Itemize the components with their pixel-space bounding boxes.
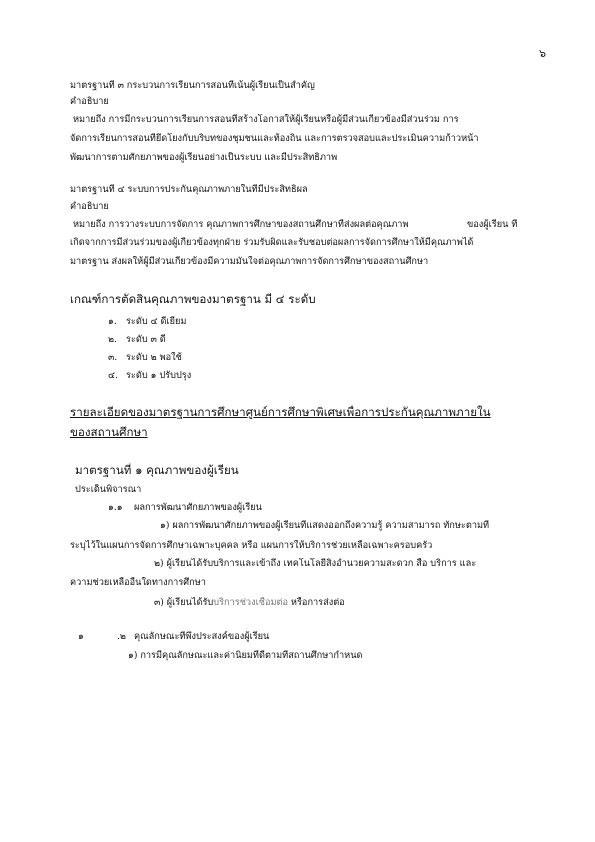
criteria-level-text: ระดับ ๒ พอใช้ (126, 352, 182, 363)
page-number: ๖ (539, 47, 546, 60)
sub-item-line: ระบุไว้ในแผนการจัดการศึกษาเฉพาะบุคคล หรือ แผนการให้บริการช่วยเหลือเฉพาะครอบครัว (70, 540, 433, 551)
standard4-desc-label: คำอธิบาย (70, 201, 109, 212)
criteria-level-text: ระดับ ๑ ปรับปรุง (126, 370, 192, 381)
standard3-title: มาตรฐานที่ ๓ กระบวนการเรียนการสอนที่เน้นผู้เรียนเป็นสำคัญ (70, 80, 315, 91)
criteria-level-text: ระดับ ๔ ดีเยี่ยม (126, 316, 187, 327)
criteria-level-text: ระดับ ๓ ดี (126, 334, 166, 345)
details-heading-line2: ของสถานศึกษา (70, 425, 148, 439)
sub-item-text: ๓) ผู้เรียนได้รับ (154, 597, 214, 608)
criteria-level-num: ๒. (108, 334, 117, 345)
standard3-desc-line: จัดการเรียนการสอนที่ยึดโยงกับบริบทของชุมชนและท้องถิ่น และการตรวจสอบและประเมินความก้าวหน้า (70, 133, 479, 144)
standard4-desc-line: มาตรฐาน ส่งผลให้ผู้มีส่วนเกี่ยวข้องมีความมั่นใจต่อคุณภาพการจัดการศึกษาของสถานศึกษา (70, 256, 429, 267)
sub-item-line: ๑) ผลการพัฒนาศักยภาพของผู้เรียนที่แสดงออกถึงความรู้ ความสามารถ ทักษะตามที่ (160, 520, 490, 531)
sub-item-line (154, 597, 345, 609)
standard3-desc-line: พัฒนาการตามศักยภาพของผู้เรียนอย่างเป็นระบบ และมีประสิทธิภาพ (70, 152, 338, 163)
item-number: ๑.๑ (108, 502, 123, 513)
criteria-title: เกณฑ์การตัดสินคุณภาพของมาตรฐาน มี ๔ ระดับ (70, 292, 316, 306)
standard1-title: มาตรฐานที่ ๑ คุณภาพของผู้เรียน (75, 463, 239, 477)
criteria-level-num: ๑. (108, 316, 117, 327)
issues-label: ประเด็นพิจารณา (75, 484, 142, 495)
standard3-desc-line: หมายถึง การมีกระบวนการเรียนการสอนที่สร้างโอกาสให้ผู้เรียนหรือผู้มีส่วนเกี่ยวข้องมีส่วนร่วม การ (73, 114, 459, 125)
item-number: .๒ (117, 631, 126, 642)
sub-item-highlight: บริการช่วงเชื่อมต่อ (213, 597, 289, 608)
standard3-desc-label: คำอธิบาย (70, 96, 109, 107)
item-title: คุณลักษณะที่พึงประสงค์ของผู้เรียน (134, 631, 270, 642)
standard4-title: มาตรฐานที่ ๔ ระบบการประกันคุณภาพภายในที่มีประสิทธิผล (70, 184, 308, 195)
sub-item-line: ๒) ผู้เรียนได้รับบริการและเข้าถึง เทคโนโลยีสิ่งอำนวยความสะดวก สื่อ บริการ และ (154, 558, 477, 569)
sub-item-line: ๑) การมีคุณลักษณะและค่านิยมที่ดีตามที่สถานศึกษากำหนด (128, 650, 363, 661)
details-heading: รายละเอียดของมาตรฐานการศึกษาศูนย์การศึกษาพิเศษเพื่อการประกันคุณภาพภายใน (70, 405, 491, 419)
criteria-level-num: ๓. (108, 352, 118, 363)
criteria-level-num: ๔. (108, 370, 118, 381)
standard4-desc-line: หมายถึง การวางระบบการจัดการ คุณภาพการศึกษาของสถานศึกษาที่ส่งผลต่อคุณภาพ (73, 219, 409, 230)
standard4-desc-line-end: ของผู้เรียน ที่ (467, 219, 518, 230)
item-number: ๑ (78, 631, 84, 642)
sub-item-line: ความช่วยเหลืออื่นใดทางการศึกษา (70, 577, 206, 588)
standard4-desc-line: เกิดจากการมีส่วนร่วมของผู้เกี่ยวข้องทุกฝ่าย ร่วมรับผิดและรับชอบต่อผลการจัดการศึกษาให้มีคุณภาพได้ (70, 237, 474, 248)
item-title: ผลการพัฒนาศักยภาพของผู้เรียน (134, 502, 262, 513)
sub-item-text: หรือการส่งต่อ (288, 597, 345, 608)
